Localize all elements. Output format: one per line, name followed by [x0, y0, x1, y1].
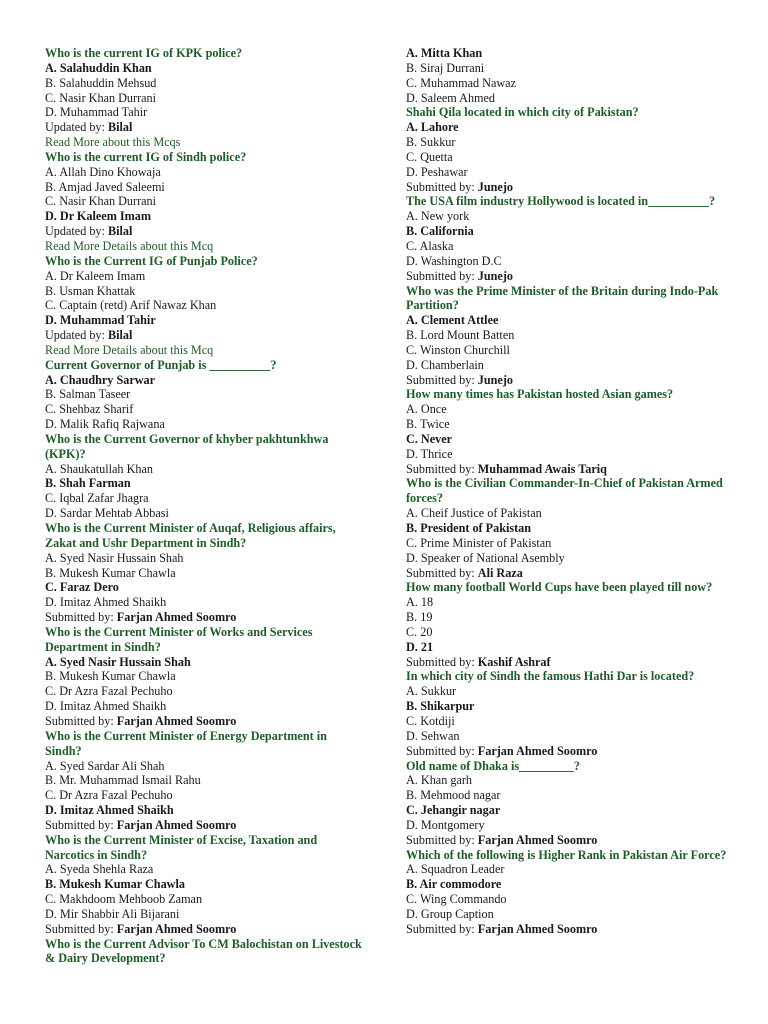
left-column [45, 46, 365, 966]
question-text: Old name of Dhaka is_________? [406, 758, 581, 773]
question-text: Who is the Current Advisor To CM Balochistan on Livestock & Dairy Development? [45, 936, 362, 966]
option-text: A. 18 [406, 595, 434, 610]
option-text: C. Alaska [406, 238, 454, 253]
question-text: Who is the Current IG of Punjab Police? [45, 253, 258, 268]
question-text: Who is the Current Minister of Auqaf, Religious affairs, Zakat and Ushr Department in Sindh? [45, 521, 336, 550]
byline-author: Junejo [477, 372, 513, 387]
byline-label: Submitted by: [406, 743, 478, 758]
byline-author: Farjan Ahmed Soomro [477, 743, 598, 758]
correct-answer: B. Shah Farman [45, 476, 131, 491]
byline [45, 328, 365, 343]
question-text: Who is the Civilian Commander-In-Chief of Pakistan Armed forces? [406, 476, 723, 506]
option-text: B. Siraj Durrani [406, 60, 485, 75]
question-text: The USA film industry Hollywood is located in__________? [406, 194, 716, 209]
byline [45, 818, 365, 833]
question-text: Which of the following is Higher Rank in Pakistan Air Force? [406, 847, 727, 862]
byline [406, 833, 731, 848]
correct-answer: A. Syed Nasir Hussain Shah [45, 654, 191, 669]
byline-author: Farjan Ahmed Soomro [116, 921, 237, 936]
option-text: A. Syeda Shehla Raza [45, 862, 154, 877]
byline [406, 462, 731, 477]
option-text: C. Prime Minister of Pakistan [406, 535, 552, 550]
option-text: B. Mukesh Kumar Chawla [45, 565, 176, 580]
option-text: B. Amjad Javed Saleemi [45, 179, 165, 194]
option-text: C. Wing Commando [406, 892, 507, 907]
option-text: C. Quetta [406, 149, 453, 164]
option-text: C. Makhdoom Mehboob Zaman [45, 892, 203, 907]
correct-answer: A. Mitta Khan [406, 46, 483, 60]
byline-author: Farjan Ahmed Soomro [477, 921, 598, 936]
option-text: C. Iqbal Zafar Jhagra [45, 491, 149, 506]
option-text: A. Allah Dino Khowaja [45, 164, 161, 179]
option-text: D. Group Caption [406, 906, 494, 921]
option-text: A. Cheif Justice of Pakistan [406, 506, 542, 521]
option-text: C. Shehbaz Sharif [45, 402, 134, 417]
option-text: D. Malik Rafiq Rajwana [45, 417, 165, 432]
option-text: D. Imitaz Ahmed Shaikh [45, 595, 167, 610]
option-text: A. New york [406, 209, 470, 224]
option-text: C. Nasir Khan Durrani [45, 194, 157, 209]
byline-label: Submitted by: [406, 654, 478, 669]
byline [45, 610, 365, 625]
option-text: B. Twice [406, 417, 450, 432]
option-text: D. Sardar Mehtab Abbasi [45, 506, 169, 521]
correct-answer: C. Jehangir nagar [406, 803, 501, 818]
option-text: B. Salman Taseer [45, 387, 131, 402]
byline-label: Submitted by: [406, 179, 478, 194]
byline-author: Farjan Ahmed Soomro [477, 832, 598, 847]
option-text: D. Thrice [406, 446, 453, 461]
option-text: A. Squadron Leader [406, 862, 505, 877]
correct-answer: A. Chaudhry Sarwar [45, 372, 156, 387]
byline-author: Junejo [477, 268, 513, 283]
byline-author: Junejo [477, 179, 513, 194]
byline-label: Submitted by: [45, 610, 117, 625]
option-text: D. Mir Shabbir Ali Bijarani [45, 906, 180, 921]
byline [406, 922, 731, 937]
correct-answer: A. Lahore [406, 120, 459, 135]
byline-label: Updated by: [45, 328, 108, 343]
byline [45, 922, 365, 937]
byline-label: Submitted by: [45, 921, 117, 936]
read-more-link[interactable]: Read More Details about this Mcq [45, 238, 214, 253]
option-text: C. Dr Azra Fazal Pechuho [45, 788, 173, 803]
option-text: D. Sehwan [406, 728, 460, 743]
byline-label: Submitted by: [45, 713, 117, 728]
option-text: A. Shaukatullah Khan [45, 461, 153, 476]
correct-answer: B. Shikarpur [406, 699, 475, 714]
correct-answer: B. President of Pakistan [406, 521, 532, 535]
option-text: B. Mehmood nagar [406, 788, 501, 803]
question-text: Shahi Qila located in which city of Pakistan? [406, 105, 639, 120]
option-text: C. 20 [406, 624, 433, 639]
byline-label: Submitted by: [406, 565, 478, 580]
byline-author: Farjan Ahmed Soomro [116, 817, 237, 832]
read-more-link[interactable]: Read More Details about this Mcq [45, 342, 214, 357]
option-text: B. Usman Khattak [45, 283, 136, 298]
correct-answer: D. 21 [406, 639, 434, 654]
question-text: How many football World Cups have been played till now? [406, 580, 713, 595]
option-text: D. Peshawar [406, 164, 468, 179]
option-text: C. Dr Azra Fazal Pechuho [45, 684, 173, 699]
question-text: Who is the current IG of Sindh police? [45, 149, 247, 164]
correct-answer: A. Salahuddin Khan [45, 60, 152, 75]
byline-author: Farjan Ahmed Soomro [116, 610, 237, 625]
byline-author: Muhammad Awais Tariq [477, 461, 607, 476]
option-text: C. Captain (retd) Arif Nawaz Khan [45, 298, 217, 313]
byline-author: Bilal [107, 224, 133, 239]
byline [406, 655, 731, 670]
question-text: Who is the current IG of KPK police? [45, 46, 243, 60]
question-text: Current Governor of Punjab is __________? [45, 357, 277, 372]
option-text: B. 19 [406, 610, 433, 625]
option-text: D. Montgomery [406, 817, 485, 832]
question-text: Who is the Current Governor of khyber pakhtunkhwa (KPK)? [45, 431, 329, 461]
byline-label: Submitted by: [406, 921, 478, 936]
correct-answer: D. Imitaz Ahmed Shaikh [45, 803, 174, 818]
byline-label: Submitted by: [406, 372, 478, 387]
byline-label: Updated by: [45, 120, 108, 135]
option-text: A. Khan garh [406, 773, 472, 788]
read-more-link[interactable]: Read More about this Mcqs [45, 135, 181, 150]
option-text: B. Mukesh Kumar Chawla [45, 669, 176, 684]
question-text: In which city of Sindh the famous Hathi Dar is located? [406, 669, 695, 684]
question-text: Who is the Current Minister of Energy Department in Sindh? [45, 728, 327, 758]
option-text: B. Salahuddin Mehsud [45, 75, 157, 90]
question-text: How many times has Pakistan hosted Asian games? [406, 387, 674, 402]
correct-answer: D. Muhammad Tahir [45, 313, 156, 328]
option-text: A. Sukkur [406, 684, 457, 699]
option-text: A. Dr Kaleem Imam [45, 268, 146, 283]
option-text: D. Speaker of National Asembly [406, 550, 565, 565]
byline-label: Submitted by: [406, 461, 478, 476]
correct-answer: B. Mukesh Kumar Chawla [45, 877, 185, 892]
byline [406, 180, 731, 195]
option-text: D. Muhammad Tahir [45, 105, 148, 120]
byline-author: Farjan Ahmed Soomro [116, 713, 237, 728]
option-text: D. Washington D.C [406, 253, 502, 268]
byline [45, 714, 365, 729]
byline-author: Kashif Ashraf [477, 654, 551, 669]
question-text: Who is the Current Minister of Works and Services Department in Sindh? [45, 624, 313, 654]
option-text: A. Syed Nasir Hussain Shah [45, 550, 184, 565]
byline [406, 744, 731, 759]
question-text: Who was the Prime Minister of the Britain during Indo-Pak Partition? [406, 283, 719, 313]
correct-answer: A. Clement Attlee [406, 313, 499, 328]
option-text: A. Once [406, 402, 447, 417]
option-text: C. Muhammad Nawaz [406, 75, 516, 90]
correct-answer: D. Dr Kaleem Imam [45, 209, 152, 224]
byline [45, 120, 365, 135]
option-text: D. Saleem Ahmed [406, 90, 496, 105]
option-text: B. Mr. Muhammad Ismail Rahu [45, 773, 201, 788]
option-text: D. Chamberlain [406, 357, 484, 372]
correct-answer: C. Faraz Dero [45, 580, 119, 595]
option-text: C. Winston Churchill [406, 342, 510, 357]
byline-label: Submitted by: [45, 817, 117, 832]
option-text: B. Lord Mount Batten [406, 328, 515, 343]
byline-author: Bilal [107, 328, 133, 343]
byline [406, 373, 731, 388]
option-text: C. Kotdiji [406, 713, 455, 728]
option-text: C. Nasir Khan Durrani [45, 90, 157, 105]
byline [406, 566, 731, 581]
correct-answer: B. Air commodore [406, 877, 502, 892]
byline-author: Bilal [107, 120, 133, 135]
byline-author: Ali Raza [477, 565, 523, 580]
byline [45, 224, 365, 239]
question-text: Who is the Current Minister of Excise, Taxation and Narcotics in Sindh? [45, 832, 318, 862]
byline-label: Submitted by: [406, 832, 478, 847]
byline-label: Updated by: [45, 224, 108, 239]
option-text: B. Sukkur [406, 135, 456, 150]
right-column [406, 46, 731, 937]
option-text: A. Syed Sardar Ali Shah [45, 758, 165, 773]
correct-answer: B. California [406, 224, 474, 239]
correct-answer: C. Never [406, 431, 453, 446]
byline [406, 269, 731, 284]
byline-label: Submitted by: [406, 268, 478, 283]
option-text: D. Imitaz Ahmed Shaikh [45, 699, 167, 714]
